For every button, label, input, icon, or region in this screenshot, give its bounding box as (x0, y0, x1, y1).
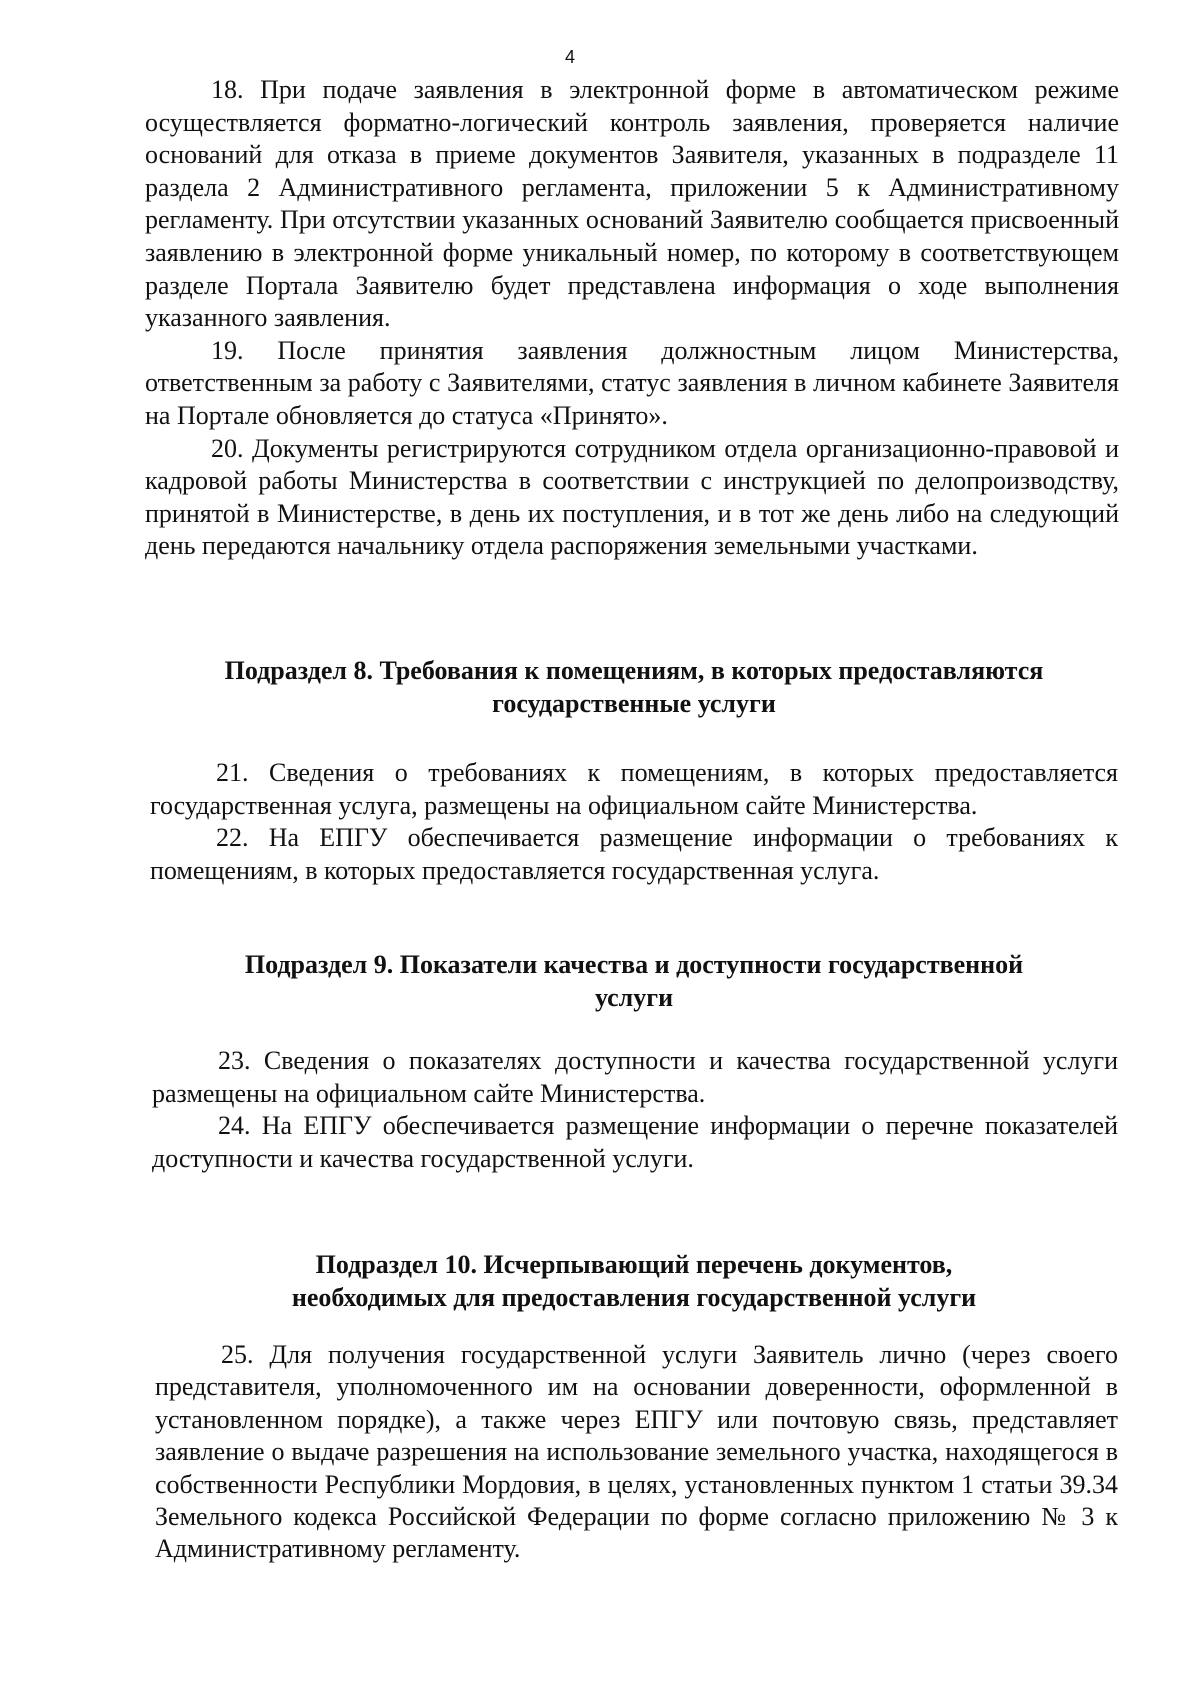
section-8-body (150, 757, 1118, 887)
section-10-body (155, 1339, 1118, 1566)
section-8-heading-line1: Подраздел 8. Требования к помещениям, в которых предоставляются (224, 656, 1044, 685)
section-9-heading-line1: Подраздел 9. Показатели качества и доступности государственной (244, 950, 1024, 979)
section-10-heading (150, 1248, 1118, 1314)
paragraph-24: 24. На ЕПГУ обеспечивается размещение информации о перечне показателей доступности и качества государственной услуги. (152, 1111, 1118, 1173)
paragraph-20: 20. Документы регистрируются сотрудником отдела организационно-правовой и кадровой работы Министерства в соответствии с инструкцией по делопроизводству, принятой в Министерстве, в день их поступления, и в тот же день либо на следующий день передаются начальнику отдела распоряжения земельными участками. (145, 433, 1119, 561)
section-8-heading-line2: государственные услуги (492, 689, 776, 718)
page-number: 4 (564, 47, 575, 67)
section-9-heading-line2: услуги (594, 983, 674, 1012)
section-8-heading (150, 654, 1118, 720)
section-9-heading (150, 948, 1118, 1014)
paragraph-25: 25. Для получения государственной услуги Заявитель лично (через своего представителя, уполномоченного им на основании доверенности, оформленной в установленном порядке), а также через ЕПГУ или почтовую связь, представляет заявление о выдаче разрешения на использование земельного участка, находящегося в собственности Республики Мордовия, в целях, установленных пунктом 1 статьи 39.34 Земельного кодекса Российской Федерации по форме согласно приложению № 3 к Административному регламенту. (155, 1340, 1118, 1564)
paragraph-19: 19. После принятия заявления должностным лицом Министерства, ответственным за работу с Заявителями, статус заявления в личном кабинете Заявителя на Портале обновляется до статуса «Принято». (145, 335, 1119, 430)
section-9-body (152, 1045, 1118, 1175)
paragraph-21: 21. Сведения о требованиях к помещениям, в которых предоставляется государственная услуга, размещены на официальном сайте Министерства. (150, 758, 1118, 820)
paragraph-22: 22. На ЕПГУ обеспечивается размещение информации о требованиях к помещениям, в которых предоставляется государственная услуга. (150, 823, 1118, 885)
paragraph-23: 23. Сведения о показателях доступности и качества государственной услуги размещены на официальном сайте Министерства. (152, 1046, 1118, 1108)
paragraphs-top (145, 74, 1119, 563)
paragraph-18: 18. При подаче заявления в электронной форме в автоматическом режиме осуществляется форматно-логический контроль заявления, проверяется наличие оснований для отказа в приеме документов Заявителя, указанных в подразделе 11 раздела 2 Административного регламента, приложении 5 к Административному регламенту. При отсутствии указанных оснований Заявителю сообщается присвоенный заявлению в электронной форме уникальный номер, по которому в соответствующем разделе Портала Заявителю будет представлена информация о ходе выполнения указанного заявления. (145, 75, 1119, 333)
section-10-heading-line1: Подраздел 10. Исчерпывающий перечень документов, (315, 1250, 953, 1279)
section-10-heading-line2: необходимых для предоставления государственной услуги (291, 1283, 977, 1312)
